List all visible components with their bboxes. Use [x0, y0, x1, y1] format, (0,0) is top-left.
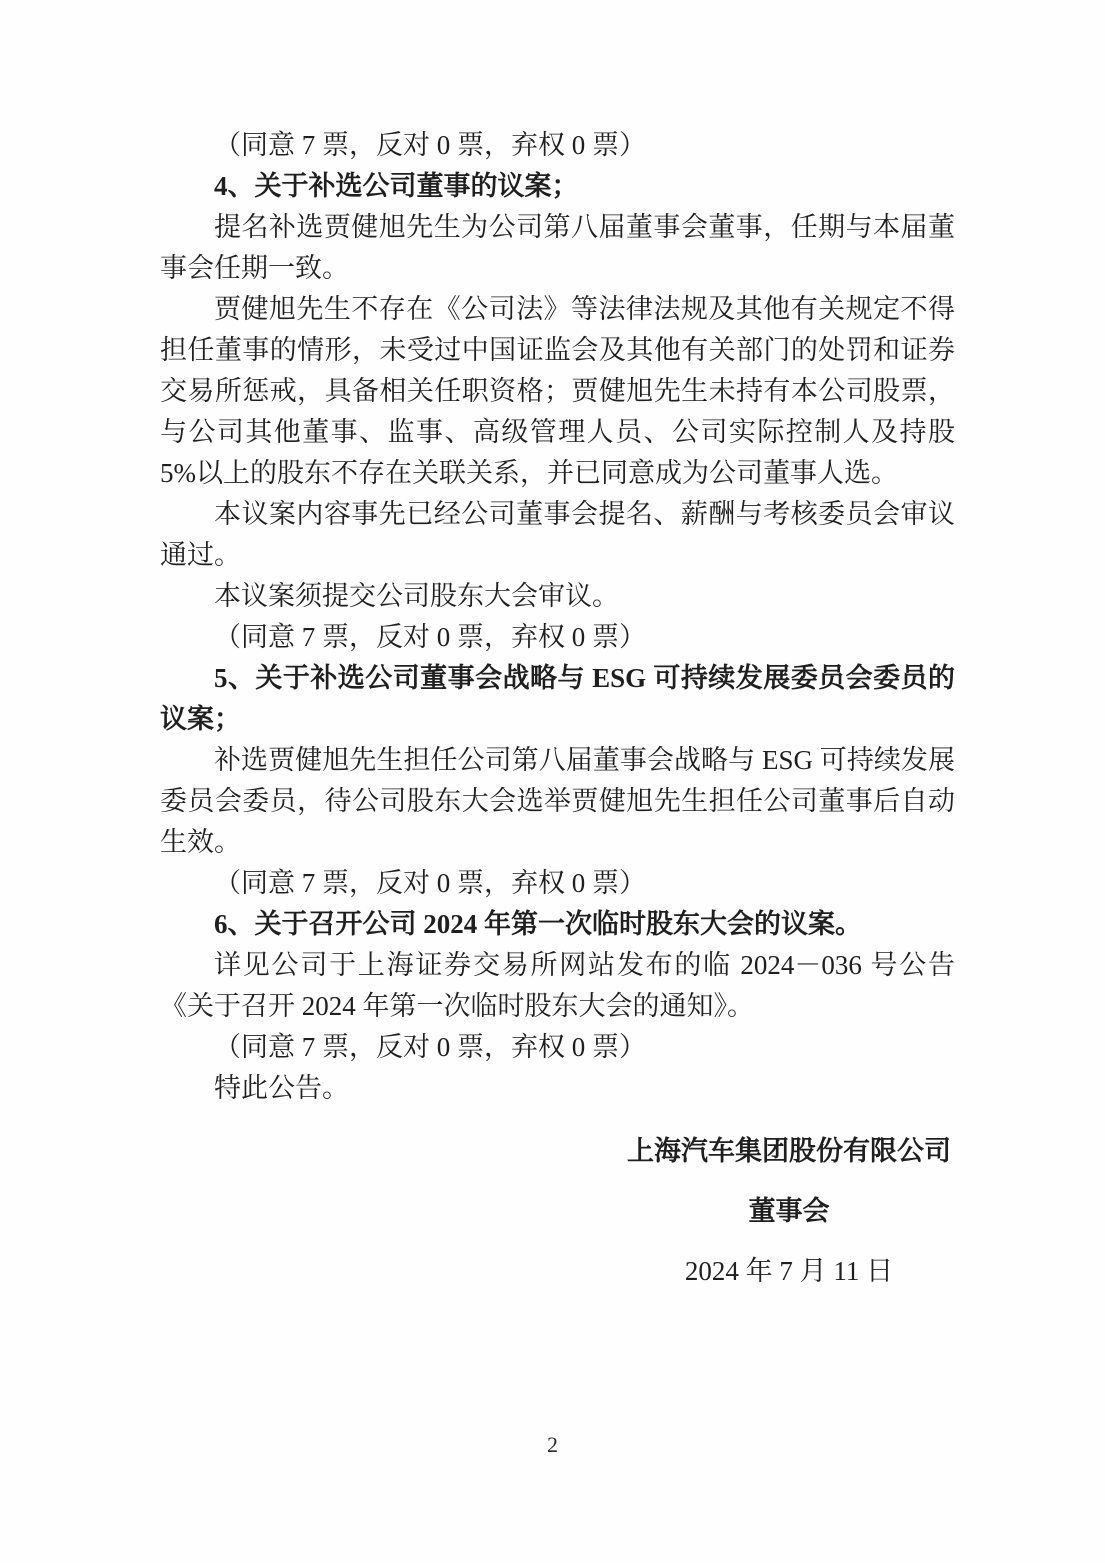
paragraph-qualification: 贾健旭先生不存在《公司法》等法律法规及其他有关规定不得担任董事的情形，未受过中国证监会及其他有关部门的处罚和证券交易所惩戒，具备相关任职资格；贾健旭先生未持有本公司股票，与公司其他董事、监事、高级管理人员、公司实际控制人及持股 5%以上的股东不存在关联关系，并已同意成为公司董事人选。 [160, 294, 955, 488]
paragraph-esg-committee: 补选贾健旭先生担任公司第八届董事会战略与 ESG 可持续发展委员会委员，待公司股东大会选举贾健旭先生担任公司董事后自动生效。 [160, 745, 955, 857]
agenda-item-5-heading: 5、关于补选公司董事会战略与 ESG 可持续发展委员会委员的议案； [160, 663, 955, 734]
paragraph-committee-review: 本议案内容事先已经公司董事会提名、薪酬与考核委员会审议通过。 [160, 499, 955, 570]
signature-date: 2024 年 7 月 11 日 [684, 1256, 894, 1286]
paragraph-shareholder-review: 本议案须提交公司股东大会审议。 [214, 581, 619, 611]
paragraph-egm-notice: 详见公司于上海证券交易所网站发布的临 2024－036 号公告《关于召开 2024 年第一次临时股东大会的通知》。 [160, 950, 955, 1021]
signature-company-name: 上海汽车集团股份有限公司 [627, 1136, 951, 1166]
signature-board: 董事会 [748, 1196, 830, 1226]
agenda-item-4-heading: 4、关于补选公司董事的议案； [214, 171, 579, 201]
vote-result-line: （同意 7 票，反对 0 票，弃权 0 票） [214, 1032, 646, 1062]
agenda-item-6-heading: 6、关于召开公司 2024 年第一次临时股东大会的议案。 [214, 909, 862, 939]
vote-result-line: （同意 7 票，反对 0 票，弃权 0 票） [214, 868, 646, 898]
vote-result-line: （同意 7 票，反对 0 票，弃权 0 票） [214, 622, 646, 652]
vote-result-line: （同意 7 票，反对 0 票，弃权 0 票） [214, 130, 646, 160]
document-body [160, 125, 955, 1301]
page-number: 2 [547, 1432, 558, 1457]
signature-block [623, 1121, 955, 1301]
paragraph-nomination: 提名补选贾健旭先生为公司第八届董事会董事，任期与本届董事会任期一致。 [160, 212, 955, 283]
closing-statement: 特此公告。 [214, 1073, 349, 1103]
